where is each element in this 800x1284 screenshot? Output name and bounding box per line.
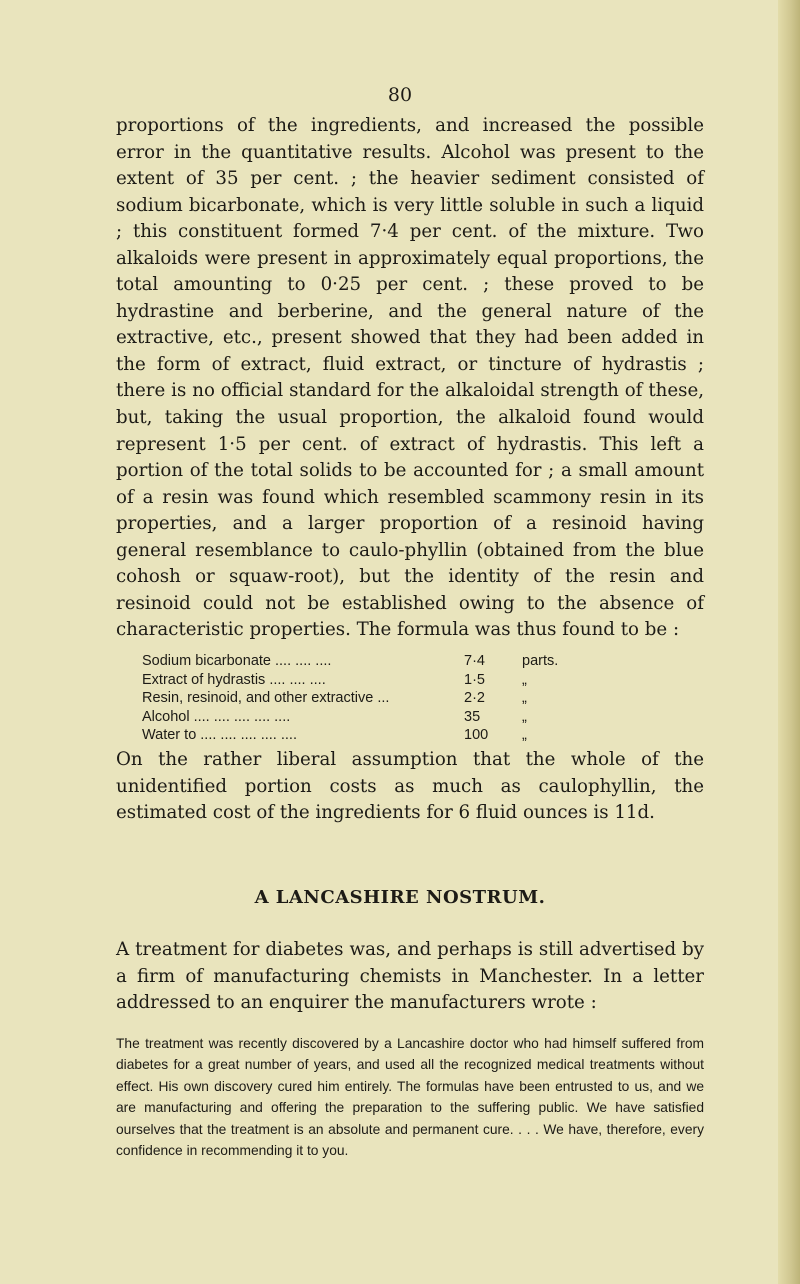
formula-unit: „: [522, 671, 527, 688]
formula-table: [142, 652, 662, 745]
formula-quantity: 2·2: [464, 690, 485, 707]
paragraph-treatment: A treatment for diabetes was, and perhaps is still advertised by a firm of manufacturing chemists in Manchester. In a letter addressed to an enquirer the manufacturers wrote :: [116, 939, 704, 1014]
formula-quantity: 1·5: [464, 671, 485, 688]
formula-ingredient: Water to .... .... .... .... ....: [142, 727, 297, 744]
page-edge-shadow: [778, 0, 800, 1284]
formula-ingredient: Alcohol .... .... .... .... ....: [142, 708, 291, 725]
formula-unit: parts.: [522, 653, 559, 669]
formula-ingredient: Sodium bicarbonate .... .... ....: [142, 653, 332, 669]
page-number: 80: [387, 84, 413, 106]
quoted-letter: The treatment was recently discovered by a Lancashire doctor who had himself suffered from diabetes for a great number of years, and used all the recognized medical treatments without effect. His own discovery cured him entirely. The formulas have been entrusted to us, and we are manufacturing and offering the preparation to the suffering public. We have satisfied ourselves that the treatment is an absolute and permanent cure. . . . We have, therefore, every confidence in recommending it to you.: [116, 1036, 704, 1159]
formula-quantity: 100: [464, 727, 489, 744]
formula-quantity: 7·4: [464, 653, 485, 669]
paragraph-analysis: proportions of the ingredients, and increased the possible error in the quantitative results. Alcohol was present to the extent of 35 per cent. ; the heavier sediment consisted of sodium bicarbonate, which is very little soluble in such a liquid ; this constituent formed 7·4 per cent. of the mixture. Two alkaloids were present in approximately equal proportions, the total amounting to 0·25 per cent. ; these proved to be hydrastine and berberine, and the general nature of the extractive, etc., present showed that they had been added in the form of extract, fluid extract, or tincture of hydrastis ; there is no official standard for the alkaloidal strength of these, but, taking the usual proportion, the alkaloid found would represent 1·5 per cent. of extract of hydrastis. This left a portion of the total solids to be accounted for ; a small amount of a resin was found which resembled scammony resin in its properties, and a larger proportion of a resinoid having general resemblance to caulo-phyllin (obtained from the blue cohosh or squaw-root), but the identity of the resin and resinoid could not be established owing to the absence of characteristic properties. The formula was thus found to be :: [116, 115, 704, 641]
formula-row: [142, 726, 662, 745]
formula-ingredient: Extract of hydrastis .... .... ....: [142, 671, 326, 688]
formula-ingredient: Resin, resinoid, and other extractive ...: [142, 690, 390, 707]
paragraph-cost: On the rather liberal assumption that the whole of the unidentified portion costs as much as caulophyllin, the estimated cost of the ingredients for 6 fluid ounces is 11d.: [116, 749, 704, 824]
formula-row: [142, 652, 662, 671]
formula-row: [142, 708, 662, 727]
formula-row: [142, 689, 662, 708]
formula-unit: „: [522, 708, 527, 725]
formula-unit: „: [522, 727, 527, 744]
formula-unit: „: [522, 690, 527, 707]
formula-row: [142, 671, 662, 690]
section-heading: A LANCASHIRE NOSTRUM.: [254, 887, 546, 908]
formula-quantity: 35: [464, 708, 481, 725]
